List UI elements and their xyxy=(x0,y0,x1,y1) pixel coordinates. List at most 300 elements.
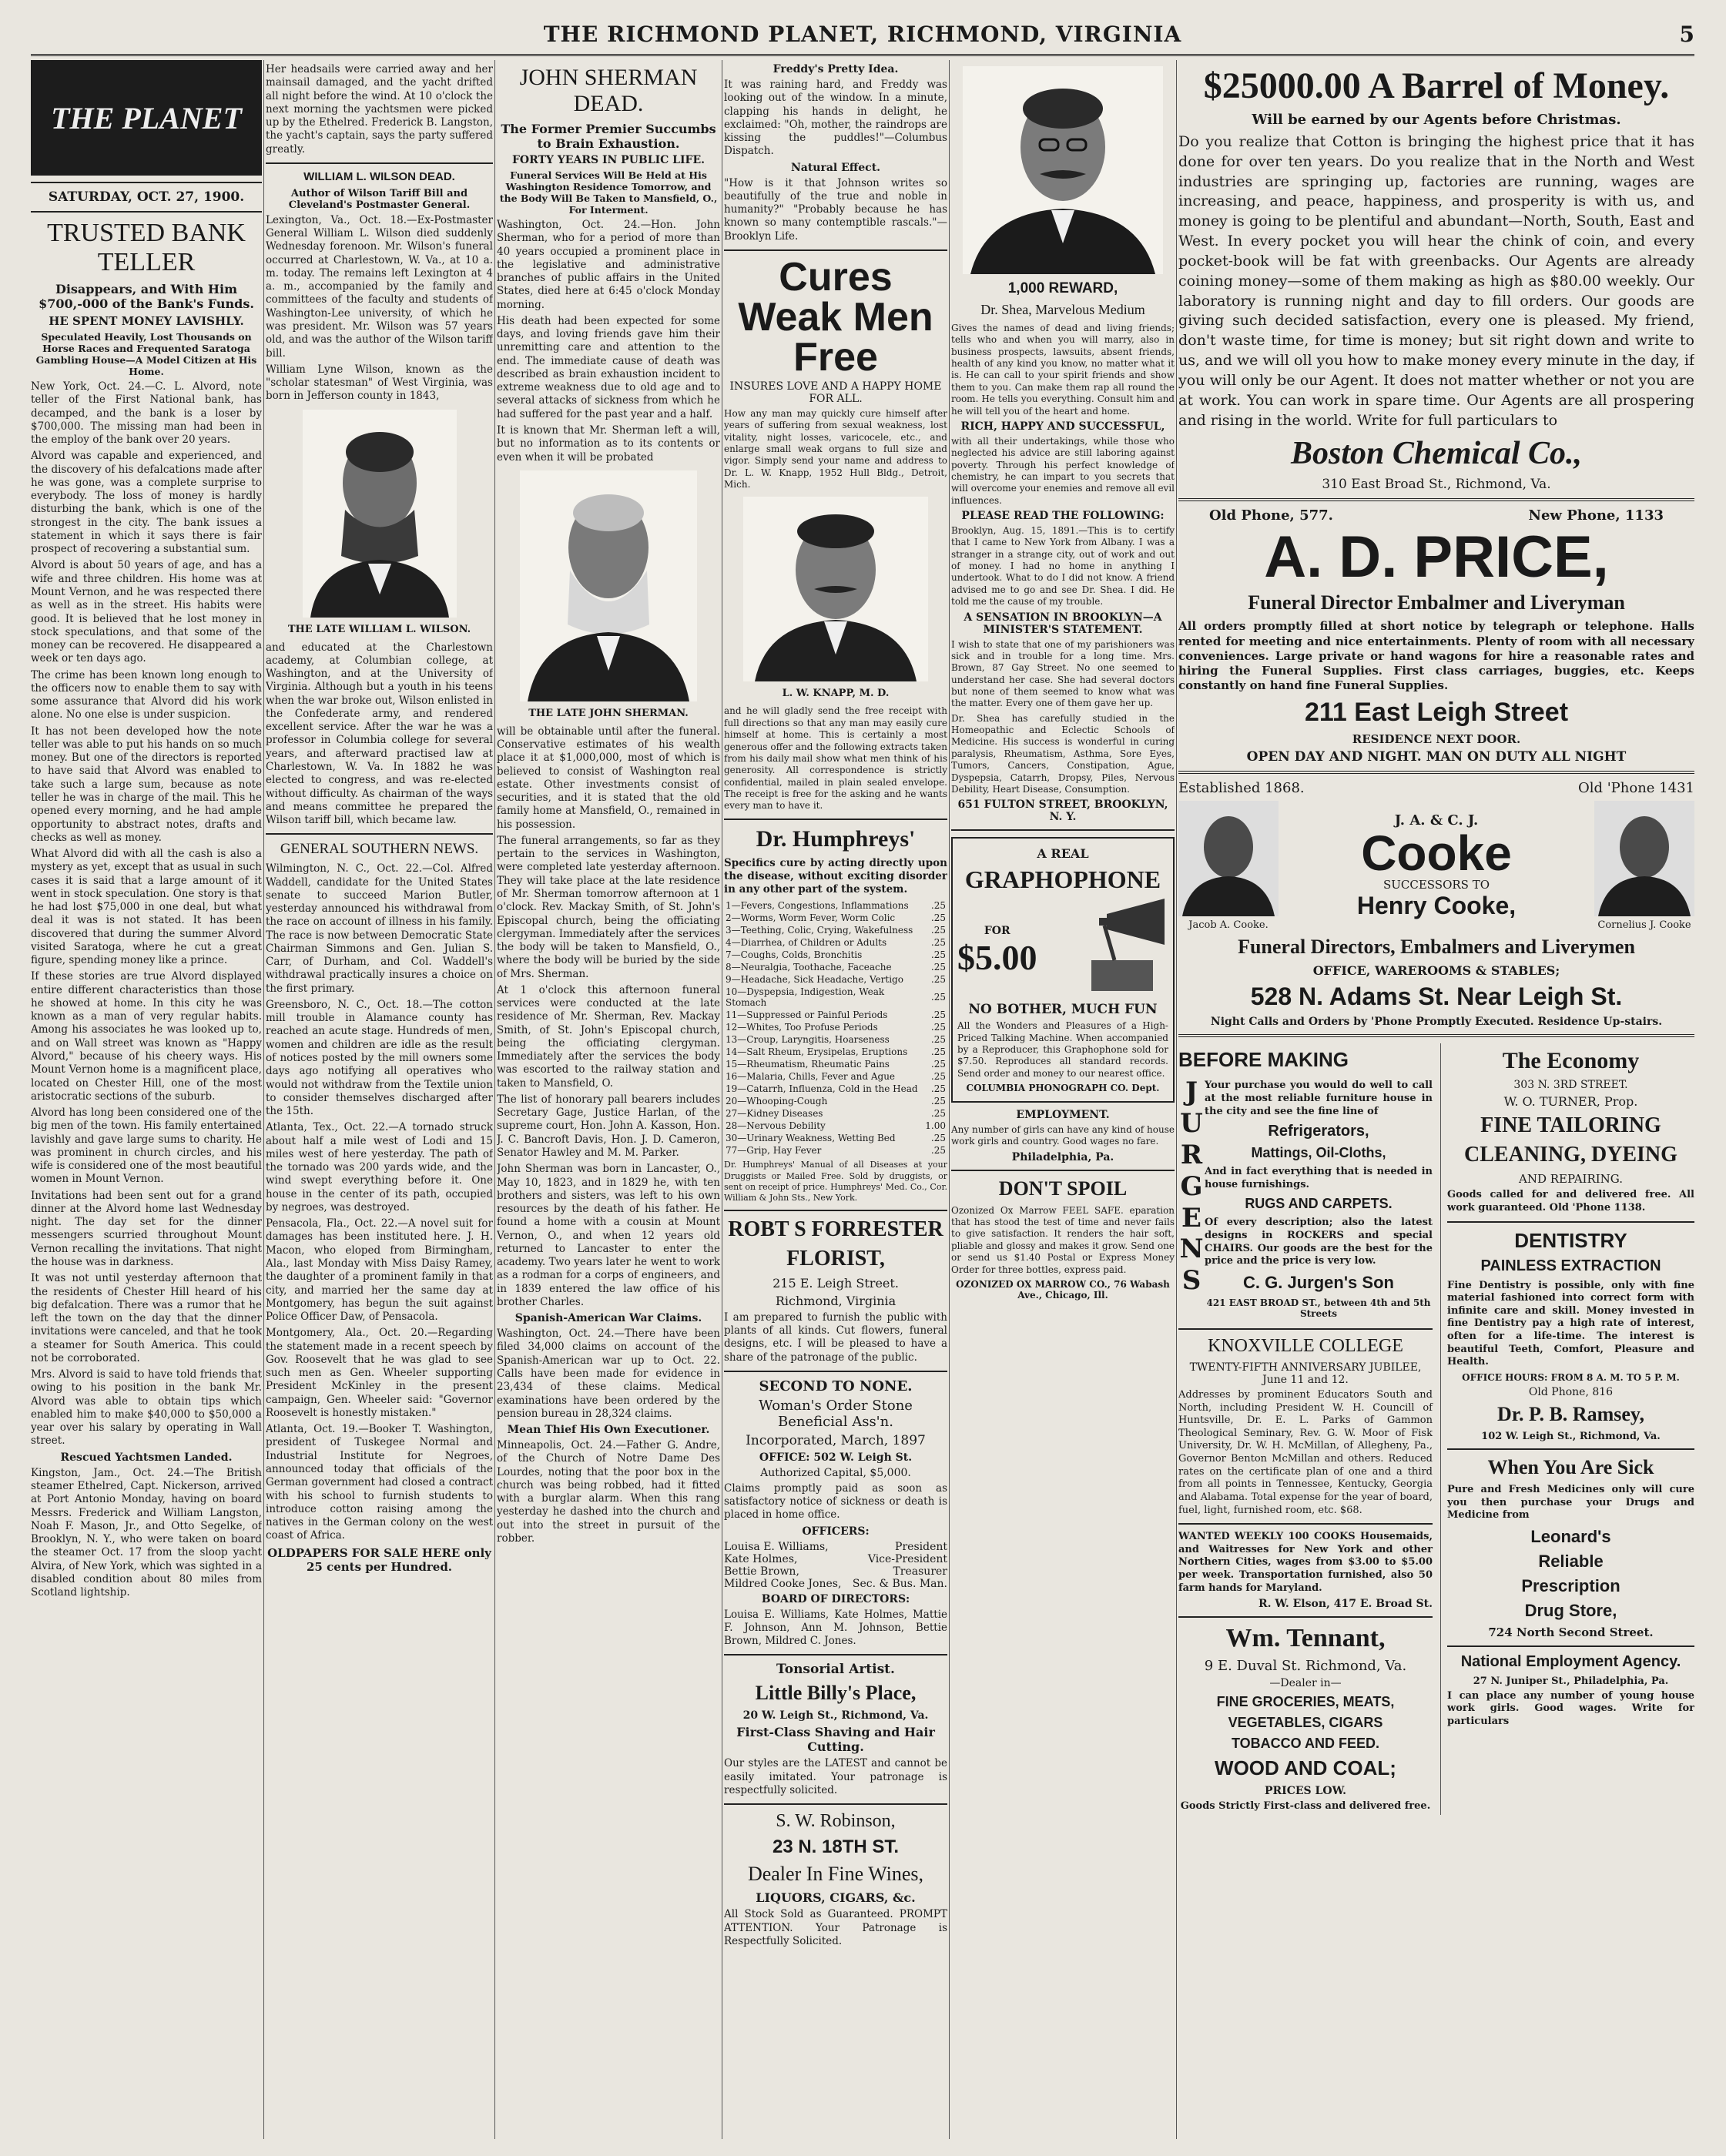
remedy-name: 19—Catarrh, Influenza, Cold in the Head xyxy=(726,1083,918,1095)
remedy-price: .25 xyxy=(930,992,946,1003)
established: Established 1868. xyxy=(1178,780,1305,797)
article-paragraph: Alvord has long been considered one of the big men of the town. His family entertained lavishly and gave large sums to charity. He was prominent in church circles, and his wife is considered one of the most beautiful women in Mount Vernon. xyxy=(31,1106,262,1186)
ad-text: All the Wonders and Pleasures of a High-Priced Talking Machine. When accompanied by a Reproducer, this Graphophone sold for $7.50. Reproduces all standard records. Send order and money to our nearest office. xyxy=(957,1020,1168,1079)
article-paragraph: It has not been developed how the note teller was able to put his hands on so much money. But one of the directors is reported to have said that Alvord was enabled to take such a large sum, because as note teller he was in charge of the mail. This he opened every morning, and he had ample opportunity to abstract notes, drafts and checks as well as money. xyxy=(31,725,262,844)
divider xyxy=(1178,1523,1433,1525)
remedy-row xyxy=(724,949,947,961)
remedy-name: 13—Croup, Laryngitis, Hoarseness xyxy=(726,1034,890,1046)
remedy-name: 2—Worms, Worm Fever, Worm Colic xyxy=(726,912,896,924)
headline: GENERAL SOUTHERN NEWS. xyxy=(280,841,479,858)
remedy-name: 3—Teething, Colic, Crying, Wakefulness xyxy=(726,925,913,936)
remedy-row xyxy=(724,961,947,973)
remedy-price: .25 xyxy=(930,949,946,961)
article-paragraph: It was not until yesterday afternoon that the residents of Chester Hill heard of his big defalcation. There was a rumor that he left the town on the day that the dinner invitations were canceled, and that he took a steamer for South America. This could not be corroborated. xyxy=(31,1272,262,1364)
graphophone-company: COLUMBIA PHONOGRAPH CO. Dept. xyxy=(966,1083,1160,1094)
billy-headline: Little Billy's Place, xyxy=(755,1682,917,1705)
ad-text: Ozonized Ox Marrow FEEL SAFE. eparation that has stood the test of time and never fails to give satisfaction. It renders the hair soft, pliable and glossy and makes it grow. Send one or send us $1.40 Postal or Express Money Order for three bottles, express paid. xyxy=(951,1204,1175,1275)
remedy-name: 10—Dyspepsia, Indigestion, Weak Stomach xyxy=(726,986,885,1009)
remedy-price: .25 xyxy=(930,925,946,936)
remedy-price: .25 xyxy=(930,1108,946,1120)
jurgens-name: C. G. Jurgen's Son xyxy=(1243,1272,1394,1292)
article-paragraph: Pensacola, Fla., Oct. 22.—A novel suit for damages has been instituted here. J. H. Macon, who eloped from Birmingham, Ala., last Monday with Miss Daisy Ramey, the daughter of a prominent family in that city, and married her the same day at Montgomery, has begun the suit against Police Officer Daw, of Pensacola. xyxy=(266,1217,493,1324)
divider xyxy=(724,819,947,820)
right-ads xyxy=(1440,1043,1694,1815)
planet-logo xyxy=(31,60,262,176)
remedy-row xyxy=(724,1021,947,1033)
officer-title: Vice-President xyxy=(867,1552,947,1565)
remedy-row xyxy=(724,936,947,949)
remedy-row xyxy=(724,1144,947,1157)
remedy-price: .25 xyxy=(930,1071,946,1083)
ramsey-name: Dr. P. B. Ramsey, xyxy=(1497,1402,1644,1425)
divider xyxy=(951,829,1175,831)
column-rule xyxy=(263,60,264,2139)
article-paragraph: Lexington, Va., Oct. 18.—Ex-Postmaster General William L. Wilson died suddenly Wednesday forenoon. Mr. Wilson's funeral occurred at Charlestown, W. Va., at 10 a. m. today. The remains left Lexington at 4 a. m., accompanied by the family and committees of the faculty and students of Washington-Lee university, of which he was president. Mr. Wilson was 57 years old, and was the author of the Wilson tariff bill. xyxy=(266,213,493,360)
article-paragraph: It is known that Mr. Sherman left a will, but no information as to its contents or even when it will be probated xyxy=(497,424,720,464)
remedy-price: .25 xyxy=(930,974,946,986)
issue-date: SATURDAY, OCT. 27, 1900. xyxy=(48,189,245,205)
section-head: LIQUORS, CIGARS, &c. xyxy=(756,1890,916,1906)
remedy-row xyxy=(724,1033,947,1046)
dealer-in: —Dealer in— xyxy=(1269,1677,1342,1690)
graphophone-icon xyxy=(1084,899,1168,999)
section-head: Rescued Yachtsmen Landed. xyxy=(60,1451,233,1464)
ad-text: Of every description; also the latest designs in ROCKERS and special CHAIRS. Our goods are the best for the price and the price is very low. xyxy=(1205,1217,1433,1267)
divider xyxy=(724,1371,947,1372)
address: 528 N. Adams St. Near Leigh St. xyxy=(1250,983,1623,1011)
subheadline: INSURES LOVE AND A HAPPY HOME FOR ALL. xyxy=(729,380,942,405)
ad-text: with all their undertakings, while those who neglected his advice are still laboring against poverty. Through his perfect knowledge of chemistry, he can impart to you secrets that will overcome your enemies and remove all evil influences. xyxy=(951,435,1175,506)
ad-text: All orders promptly filled at short notice by telegraph or telephone. Halls rented for meeting and nice entertainments. Plenty of room with all necessary conveniences. Large private or hand wagons for hire a reasonable rates and hiring the Funeral Supplies. First class carriages, buggies, etc. Keeps constantly on hand fine Funeral Supplies. xyxy=(1178,619,1694,693)
officer-row xyxy=(724,1553,947,1565)
ad-text: Fine Dentistry is possible, only with fine material fashioned into correct form with infinite care and skill. Money invested in fine Dentistry pay a high rate of interest, often for a life-time. The interest is beautiful Teeth, Comfort, Pleasure and Health. xyxy=(1447,1279,1694,1368)
article-paragraph: Washington, Oct. 24.—Hon. John Sherman, who for a period of more than 40 years occupied a prominent place in the legislative and administrative branches of public affairs in the United States, died here at 6:45 o'clock Monday morning. xyxy=(497,219,720,311)
reward-headline: 1,000 REWARD, xyxy=(1007,280,1118,296)
article-paragraph: The list of honorary pall bearers includes Secretary Gage, Justice Harlan, of the supreme court, Hon. John A. Kasson, Hon. J. C. Bancroft Davis, Hon. J. D. Cameron, Senator Hawley and M. M. Parker. xyxy=(497,1093,720,1160)
section-head: Woman's Order Stone Beneficial Ass'n. xyxy=(759,1397,913,1430)
jacob-cooke-portrait xyxy=(1178,801,1279,916)
remedy-name: 16—Malaria, Chills, Fever and Ague xyxy=(726,1071,896,1083)
section-head: EMPLOYMENT. xyxy=(1016,1109,1110,1122)
article-paragraph: Alvord was capable and experienced, and the discovery of his defalcations made after he was gone, was a complete surprise to everybody. The loss of money is hardly disturbing the bank, which is one of the strongest in the city. The bank issues a statement in which it says there is fair prospect of recovering a substantial sum. xyxy=(31,450,262,556)
groceries: FINE GROCERIES, MEATS, xyxy=(1216,1694,1395,1710)
ad-text: Any number of girls can have any kind of house work girls and country. Good wages no fare. xyxy=(951,1124,1175,1147)
ad-text: I can place any number of young house work girls. Good wages. Write for particulars xyxy=(1447,1689,1694,1728)
remedy-price: .25 xyxy=(930,1034,946,1046)
article-paragraph: Atlanta, Oct. 19.—Booker T. Washington, president of Tuskegee Normal and Industrial Institute for Negroes, announced today that officials of the German government had closed a contract with his school to furnish students to introduce cotton raising among the natives in the German colony on the west coast of Africa. xyxy=(266,1423,493,1542)
divider xyxy=(1447,1221,1694,1223)
proprietor: W. O. TURNER, Prop. xyxy=(1503,1094,1638,1110)
graphophone-real: A REAL xyxy=(1037,846,1089,862)
column-6 xyxy=(1178,60,1694,2139)
divider xyxy=(1178,1328,1433,1330)
incorporated-date: Incorporated, March, 1897 xyxy=(746,1432,926,1448)
wood-coal: WOOD AND COAL; xyxy=(1215,1756,1396,1780)
office-address: OFFICE: 502 W. Leigh St. xyxy=(759,1451,913,1464)
sherman-portrait xyxy=(520,470,697,701)
knoxville-headline: KNOXVILLE COLLEGE xyxy=(1208,1335,1403,1356)
jurgens-side-text: JURGENS xyxy=(1179,1076,1204,1297)
section-head: Mean Thief His Own Executioner. xyxy=(507,1424,710,1437)
article-paragraph: The funeral arrangements, so far as they pertain to the services in Washington, were completed late yesterday afternoon. They will take place at the late residence of Mr. Sherman tomorrow afternoon at 1 o'clock. Rev. Mackay Smith, of St. John's Episcopal church, being the officiating clergyman. Immediately after the services the body will be taken to Mansfield, O., where the body will be buried by the side of Mrs. Sherman. xyxy=(497,834,720,980)
column-rule xyxy=(494,60,495,2139)
ad-text: Gives the names of dead and living friends; tells who and when you will marry, also in business prospects, lawsuits, absent friends, health of any kind you know, no matter what it is. He can call to your spirit friends and show them to you. Can make them rap all round the room. He tells you everything. Consult him and he will tell you of the heart and home. xyxy=(951,323,1175,417)
subheadline: Speculated Heavily, Lost Thousands on Horse Races and Frequented Saratoga Gambling House—A Model Citizen at His Home. xyxy=(35,331,257,377)
ad-text: Our styles are the LATEST and cannot be easily imitated. Your patronage is respectfully solicited. xyxy=(724,1757,947,1796)
cooke-initials: J. A. & C. J. xyxy=(1394,812,1479,829)
remedy-row xyxy=(724,924,947,936)
subheadline: FORTY YEARS IN PUBLIC LIFE. xyxy=(511,154,705,166)
divider xyxy=(1178,1034,1694,1037)
henry-cooke: Henry Cooke, xyxy=(1356,891,1517,919)
article-paragraph: Alvord is about 50 years of age, and has a wife and three children. His home was at Mount Vernon, and he was respected there as well as in the street. His habits were good. It is believed that he lost money in stock speculations, and that some of the money can be recovered. He disappeared a week or ten days ago. xyxy=(31,559,262,665)
divider xyxy=(724,1210,947,1211)
rugs-carpets: RUGS AND CARPETS. xyxy=(1245,1196,1393,1212)
price-subheadline: Funeral Director Embalmer and Liveryman xyxy=(1248,591,1625,614)
portrait-caption: L. W. KNAPP, M. D. xyxy=(782,688,890,700)
divider xyxy=(724,1654,947,1656)
remedy-name: 14—Salt Rheum, Erysipelas, Eruptions xyxy=(726,1046,908,1058)
tailoring: FINE TAILORING xyxy=(1480,1113,1661,1138)
graphophone-price: $5.00 xyxy=(957,938,1037,978)
drugstore: Drug Store, xyxy=(1524,1600,1617,1620)
officer-title: President xyxy=(895,1540,947,1553)
open-hours: OPEN DAY AND NIGHT. MAN ON DUTY ALL NIGHT xyxy=(1246,749,1627,765)
remedy-price: .25 xyxy=(930,1083,946,1095)
article-paragraph: The crime has been known long enough to the officers now to enable them to say with some assurance that Alvord did his work alone. No one else is under suspicion. xyxy=(31,668,262,721)
section-head: Freddy's Pretty Idea. xyxy=(773,63,899,75)
remedy-price: .25 xyxy=(930,962,946,973)
column-rule xyxy=(1176,60,1177,2139)
ad-text: I wish to state that one of my parishioners was sick and in trouble for a long time. Mrs. Brown, 87 Gay Street. No one seemed to understand her case. She had several doctors but none of them seemed to know what was the matter. Every one of them gave her up. xyxy=(951,638,1175,709)
vegetables: VEGETABLES, CIGARS xyxy=(1228,1715,1383,1731)
column-1 xyxy=(31,60,262,2139)
address: 23 N. 18TH ST. xyxy=(772,1836,900,1858)
remedy-name: 1—Fevers, Congestions, Inflammations xyxy=(726,900,909,912)
ad-text: Pure and Fresh Medicines only will cure you then purchase your Drugs and Medicine from xyxy=(1447,1483,1694,1522)
remedy-price: .25 xyxy=(930,1059,946,1070)
sick-headline: When You Are Sick xyxy=(1487,1455,1654,1478)
ad-text: All Stock Sold as Guaranteed. PROMPT ATTENTION. Your Patronage is Respectfully Solicited. xyxy=(724,1908,947,1947)
ad-text: I am prepared to furnish the public with plants of all kinds. Cut flowers, funeral designs, etc. I will be pleased to have a share of the patronage of the public. xyxy=(724,1311,947,1364)
ad-text: WANTED WEEKLY 100 COOKS Housemaids, and Waitresses for New York and other Northern Cities, wages from $3.00 to $5.00 per week. Transportation furnished, also 50 farm hands for Maryland. xyxy=(1178,1531,1433,1594)
remedy-table xyxy=(724,899,947,1157)
shea-headline: Dr. Shea, Marvelous Medium xyxy=(980,302,1145,317)
cures-headline: Cures xyxy=(779,254,893,300)
ad-text: Specifics cure by acting directly upon the disease, without exciting disorder in any other part of the system. xyxy=(724,856,947,896)
remedy-price: .25 xyxy=(930,1145,946,1157)
ad-text: Brooklyn, Aug. 15, 1891.—This is to certify that I came to New York from Albany. I was a stranger in a strange city, out of work and out of money. I had no home in anything I undertook. What to do I did not know. A friend advised me to go and see Dr. Shea. I did. He told me the cause of my trouble. xyxy=(951,525,1175,608)
newspaper-title: THE RICHMOND PLANET, RICHMOND, VIRGINIA xyxy=(543,22,1182,47)
divider xyxy=(724,1803,947,1805)
remedy-name: 12—Whites, Too Profuse Periods xyxy=(726,1022,878,1033)
money-subheadline: Will be earned by our Agents before Christmas. xyxy=(1252,112,1621,128)
ad-text: Louisa E. Williams, Kate Holmes, Mattie F. Johnson, Ann M. Johnson, Bettie Brown, Mildred C. Jones. xyxy=(724,1608,947,1648)
money-headline: $25000.00 A Barrel of Money. xyxy=(1203,65,1670,106)
boston-chemical-name: Boston Chemical Co., xyxy=(1290,436,1583,472)
remedy-name: 4—Diarrhea, of Children or Adults xyxy=(726,937,887,949)
divider xyxy=(724,249,947,251)
divider xyxy=(266,162,493,164)
headline: JOHN SHERMAN DEAD. xyxy=(519,65,698,116)
residence-note: RESIDENCE NEXT DOOR. xyxy=(1352,732,1521,747)
headline: WILLIAM L. WILSON DEAD. xyxy=(303,169,455,183)
remedy-price: .25 xyxy=(930,1009,946,1021)
address: 27 N. Juniper St., Philadelphia, Pa. xyxy=(1473,1675,1669,1687)
ad-text: And in fact everything that is needed in house furnishings. xyxy=(1205,1166,1433,1190)
officer-name: Bettie Brown, xyxy=(724,1565,799,1578)
tobacco: TOBACCO AND FEED. xyxy=(1231,1736,1379,1752)
ad-text: Goods called for and delivered free. All work guaranteed. Old 'Phone 1138. xyxy=(1447,1189,1694,1214)
officer-name: Mildred Cooke Jones, xyxy=(724,1577,842,1590)
article-paragraph: Montgomery, Ala., Oct. 20.—Regarding the statement made in a recent speech by Gov. Roosevelt that he was glad to see such men as Gen. Wheeler supporting President McKinley in the present campaign, Gen. Wheeler said: "Governor Roosevelt is honestly mistaken." xyxy=(266,1327,493,1419)
article-paragraph: John Sherman was born in Lancaster, O., May 10, 1823, and in 1829 he, with ten brothers and sisters, was left to his own resources by the death of his father. He found a home with a cousin at Mount Vernon, O., and when 12 years old returned to Lancaster to enter the academy. Two years later he went to work as a rodman for a corps of engineers, and in 1839 entered the law office of his brother Charles. xyxy=(497,1163,720,1308)
address: 310 East Broad St., Richmond, Va. xyxy=(1322,477,1551,493)
column-rule xyxy=(949,60,950,2139)
wines-headline: Dealer In Fine Wines, xyxy=(747,1863,924,1886)
remedy-name: 7—Coughs, Colds, Bronchitis xyxy=(726,949,863,961)
remedy-price: .25 xyxy=(930,1046,946,1058)
remedy-row xyxy=(724,1046,947,1058)
article-paragraph: Atlanta, Tex., Oct. 22.—A tornado struck about half a mile west of Lodi and 15 miles west of here yesterday. The path of the tornado was 200 yards wide, and the wind swept everything before it. One house in the center of its path, occupied by negroes, was destroyed. xyxy=(266,1121,493,1214)
office-hours: OFFICE HOURS: FROM 8 A. M. TO 5 P. M. xyxy=(1462,1371,1680,1383)
address: 303 N. 3RD STREET. xyxy=(1513,1079,1628,1092)
remedy-name: 77—Grip, Hay Fever xyxy=(726,1145,822,1157)
remedy-price: .25 xyxy=(930,1096,946,1107)
subheadline: The Former Premier Succumbs to Brain Exhaustion. xyxy=(501,122,716,151)
portrait-caption: Cornelius J. Cooke xyxy=(1597,919,1691,932)
article-paragraph: Greensboro, N. C., Oct. 18.—The cotton mill trouble in Alamance county has reached an acute stage. Hundreds of men, women and children are idle as the result of notices posted by the mill owners some days ago notifying all operatives who would not withdraw from the Textile union to consider themselves discharged after the 15th. xyxy=(266,998,493,1118)
article-paragraph: and educated at the Charlestown academy, at Columbian college, at Washington, and at the University of Virginia. Although but a youth in his teens when the war broke out, Wilson enlisted in the Confederate army, and rendered excellent service. After the war he was a professor in Columbia college for several years, and afterward practised law at Charlestown, W. Va. In 1882 he was elected to congress, and was re-elected without difficulty. As chairman of the ways and means committee he prepared the Wilson tariff bill, which became law. xyxy=(266,641,493,827)
painless: PAINLESS EXTRACTION xyxy=(1480,1257,1661,1274)
ad-text: Claims promptly paid as soon as satisfactory notice of sickness or death is placed in home office. xyxy=(724,1481,947,1522)
article-paragraph: If these stories are true Alvord displayed entire different characteristics than those he showed at home. In this city he was known as a man of very regular habits. Among his associates he was looked up to, and on Wall street was known as "Happy Alvord," because of his cheery ways. His Mount Vernon home is a magnificent place, located on Chester Hill, one of the most aristocratic sections of the suburb. xyxy=(31,970,262,1103)
address: 9 E. Duval St. Richmond, Va. xyxy=(1204,1658,1407,1675)
ad-text: Addresses by prominent Educators South and North, including President W. H. Councill of Huntsville, Dr. E. L. Parks of Gammon Theological Seminary, Rev. G. W. Moor of Fisk University, Dr. W. H. McMillan, of Allegheny, Pa., Governor Benton McMillan and others. Reduced rates on the certificate plan of one and a third from all points in Tennessee, Kentucky, Georgia and Alabama. Total expense for the year of board, fuel, light, furnished room, etc. $68. xyxy=(1178,1388,1433,1516)
article-paragraph: His death had been expected for some days, and loving friends gave him their unremitting care and attention to the end. The immediate cause of death was described as brain exhaustion incident to extreme weakness due to old age and to several attacks of sickness from which he had suffered for the past year and a half. xyxy=(497,314,720,420)
price-name: A. D. PRICE, xyxy=(1264,524,1609,591)
page-number: 5 xyxy=(1679,22,1694,47)
graphophone-for: FOR xyxy=(984,925,1010,938)
remedy-name: 8—Neuralgia, Toothache, Faceache xyxy=(726,962,892,973)
divider xyxy=(31,182,262,183)
phone-old: Old Phone, 816 xyxy=(1528,1385,1614,1398)
article-paragraph: Wilmington, N. C., Oct. 22.—Col. Alfred Waddell, candidate for the United States senate to succeed Marion Butler, yesterday announced his withdrawal from the race on account of illness in his family. The race is now between Democratic State Chairman Simmons and Gen. Julian S. Carr, of Durham, and Col. Waddell's withdrawal practically insures a choice on the first primary. xyxy=(266,862,493,995)
remedy-row xyxy=(724,1058,947,1070)
column-3 xyxy=(497,60,720,2139)
repairing: AND REPAIRING. xyxy=(1518,1172,1624,1187)
before-making: BEFORE MAKING xyxy=(1178,1048,1349,1072)
humphreys-headline: Dr. Humphreys' xyxy=(756,825,916,852)
section-head: RICH, HAPPY AND SUCCESSFUL, xyxy=(960,420,1165,433)
cures-headline: Weak Men xyxy=(738,294,933,340)
divider xyxy=(1178,1616,1433,1618)
officer-name: Kate Holmes, xyxy=(724,1552,798,1565)
ad-text: Your purchase you would do well to call at the most reliable furniture house in the city and see the fine line of xyxy=(1205,1080,1433,1117)
phone-new: New Phone, 1133 xyxy=(1528,507,1664,524)
capital: Authorized Capital, $5,000. xyxy=(760,1466,911,1479)
article-paragraph: will be obtainable until after the funeral. Conservative estimates of his wealth place it at $1,000,000, most of which is believed to consist of Washington real estate. Other investments consist of securities, and it is stated that the old family home at Mansfield, O., remained in his possession. xyxy=(497,725,720,831)
address: 215 E. Leigh Street. xyxy=(773,1275,899,1291)
shea-portrait xyxy=(963,66,1163,274)
headline: TRUSTED BANK TELLER xyxy=(47,219,246,276)
forrester-sub: FLORIST, xyxy=(786,1246,885,1270)
jurgens-ad xyxy=(1178,1043,1433,1815)
address: Philadelphia, Pa. xyxy=(1011,1150,1114,1163)
remedy-row xyxy=(724,1009,947,1021)
ad-text: Dr. Shea has carefully studied in the Homeopathic and Eclectic Schools of Medicine. His success is wonderful in curing paralysis, Rheumatism, Asthma, Sore Eyes, Tumors, Cancers, Constipation, Ague, Dyspepsia, Catarrh, Dropsy, Piles, Nervous Debility, Heart Disease, Consumption. xyxy=(951,712,1175,795)
remedy-price: .25 xyxy=(930,900,946,912)
address: 651 FULTON STREET, BROOKLYN, N. Y. xyxy=(957,798,1168,824)
remedy-name: 27—Kidney Diseases xyxy=(726,1108,823,1120)
signature: R. W. Elson, 417 E. Broad St. xyxy=(1258,1598,1433,1611)
article-paragraph: Mrs. Alvord is said to have told friends that owing to his position in the bank Mr. Alvord was able to obtain tips which enabled him to make $40,000 to $50,000 a year over his salary by operating in Wall street. xyxy=(31,1368,262,1448)
officers-list xyxy=(724,1541,947,1590)
officer-row xyxy=(724,1541,947,1553)
cornelius-cooke-portrait xyxy=(1594,801,1694,916)
graphophone-bother: NO BOTHER, MUCH FUN xyxy=(968,1002,1158,1018)
article-paragraph: "How is it that Johnson writes so beautifully of the true and noble in humanity?" "Probably because he has known so many contemptible rascals."—Brooklyn Life. xyxy=(724,176,947,243)
address: 724 North Second Street. xyxy=(1488,1625,1654,1639)
night-calls: Night Calls and Orders by 'Phone Promptly Executed. Residence Up-stairs. xyxy=(1210,1016,1663,1029)
article-paragraph: Minneapolis, Oct. 24.—Father G. Andre, of the Church of Notre Dame Des Lourdes, noting that the poor box in the church was being robbed, had it fitted with a burglar alarm. When this rang yesterday he dashed into the church and out into the street in pursuit of the robber. xyxy=(497,1439,720,1545)
divider xyxy=(951,1170,1175,1171)
remedy-price: .25 xyxy=(930,1022,946,1033)
remedy-price: .25 xyxy=(930,937,946,949)
tennant-name: Wm. Tennant, xyxy=(1225,1624,1386,1653)
section-head: First-Class Shaving and Hair Cutting. xyxy=(736,1725,935,1755)
planet-logo-text: THE PLANET xyxy=(51,100,242,136)
remedy-row xyxy=(724,1070,947,1083)
dont-spoil-headline: DON'T SPOIL xyxy=(998,1177,1128,1200)
phone-old: Old 'Phone 1431 xyxy=(1577,780,1694,797)
remedy-row xyxy=(724,1132,947,1144)
officer-title: Treasurer xyxy=(893,1565,947,1578)
officer-name: Louisa E. Williams, xyxy=(724,1540,829,1553)
remedy-name: 15—Rheumatism, Rheumatic Pains xyxy=(726,1059,890,1070)
ad-text: How any man may quickly cure himself after years of suffering from sexual weakness, lost vitality, night losses, varicocele, etc., and enlarge small weak organs to full size and vigor. Simply send your name and address to Dr. L. W. Knapp, 1952 Hull Bldg., Detroit, Mich. xyxy=(724,407,947,490)
phone-old: Old Phone, 577. xyxy=(1209,507,1333,524)
forrester-headline: ROBT S FORRESTER xyxy=(728,1217,943,1241)
address: OZONIZED OX MARROW CO., 76 Wabash Ave., Chicago, Ill. xyxy=(956,1278,1170,1301)
remedy-price: .25 xyxy=(930,1133,946,1144)
subheadline: Disappears, and With Him $700,-000 of the Bank's Funds. xyxy=(39,282,254,311)
article-paragraph: Kingston, Jam., Oct. 24.—The British steamer Ethelred, Capt. Nickerson, arrived at Port Antonio Monday, having on board Messrs. Frederick and William Langston, Noah F. Mason, Jr., and Otto Segelke, of Brooklyn, N. Y., who were taken on board the steamer Oct. 17 from the sloop yacht Alvira, of New York, which was sighted in a disabled condition about 80 miles from Scotland lightship. xyxy=(31,1466,262,1599)
portrait-caption: Jacob A. Cooke. xyxy=(1188,919,1269,932)
reliable: Reliable xyxy=(1538,1551,1604,1571)
article-paragraph: What Alvord did with all the cash is also a mystery as yet, except that as usual in such cases it is said that a large amount of it went in stock speculation. One story is that he had lost $75,000 in one deal, but what deal it was is not stated. It has been discovered that during the summer Alvord visited Saratoga, where he cut a great figure, spending money like a prince. xyxy=(31,848,262,967)
section-head: BOARD OF DIRECTORS: xyxy=(761,1592,910,1605)
leonard: Leonard's xyxy=(1530,1526,1611,1546)
divider xyxy=(1447,1448,1694,1450)
ad-text: Goods Strictly First-class and delivered free. xyxy=(1180,1800,1431,1813)
section-head: PLEASE READ THE FOLLOWING: xyxy=(961,510,1165,523)
article-paragraph: Invitations had been sent out for a grand dinner at the Alvord home last Wednesday night. The day set for the dinner messengers scurried throughout Mount Vernon recalling the invitations. That night the house was in darkness. xyxy=(31,1189,262,1268)
remedy-name: 28—Nervous Debility xyxy=(726,1120,826,1132)
remedy-price: 1.00 xyxy=(925,1120,946,1132)
section-head: Natural Effect. xyxy=(790,161,881,174)
officer-title: Sec. & Bus. Man. xyxy=(852,1577,947,1590)
cooke-name: Cooke xyxy=(1361,825,1512,881)
address: 421 EAST BROAD ST., between 4th and 5th Streets xyxy=(1206,1297,1431,1319)
divider xyxy=(266,833,493,835)
address: 102 W. Leigh St., Richmond, Va. xyxy=(1481,1430,1661,1442)
officer-row xyxy=(724,1565,947,1578)
cooke-funeral: Funeral Directors, Embalmers and Liverymen xyxy=(1238,936,1635,959)
knoxville-sub: TWENTY-FIFTH ANNIVERSARY JUBILEE, June 11 and 12. xyxy=(1189,1361,1422,1386)
divider xyxy=(1447,1645,1694,1647)
wilson-portrait xyxy=(303,410,457,618)
national-headline: National Employment Agency. xyxy=(1460,1652,1681,1670)
refrigerators: Refrigerators, xyxy=(1268,1123,1369,1140)
remedy-row xyxy=(724,1095,947,1107)
cleaning: CLEANING, DYEING xyxy=(1464,1143,1677,1167)
remedy-name: 20—Whooping-Cough xyxy=(726,1096,828,1107)
remedy-row xyxy=(724,912,947,924)
section-head: Tonsorial Artist. xyxy=(776,1662,895,1678)
successors-to: SUCCESSORS TO xyxy=(1382,877,1490,892)
article-paragraph: At 1 o'clock this afternoon funeral services were conducted at the late residence of Mr. Sherman, Rev. Mackay Smith, of St. John's Episcopal church, being the officiating clergyman. Immediately after the services the body was escorted to the railway station and taken to Mansfield, O. xyxy=(497,983,720,1090)
money-text: Do you realize that Cotton is bringing the highest price that it has done for over ten years. Do you realize that in the North and West industries are springing up, factories are running, wages are increasing, and peace, happiness, and prosperity is with us, and money is going to be plentiful and abundant—North, South, East and West. In every pocket you will hear the chink of coin, and every pocket-book will be fat with greenbacks. Our Agents are already coining money—some of them making as high as $80.00 weekly. Our laboratory is running night and day to fill orders. Our goods are giving such decided satisfaction, every one is pleased. My friend, don't waste time, for time is money; but sit right down and write to us, and we will oll you how to make money every minute in the day, if you will only be our Agent. It does not matter whether or not you are at work. You can work in spare time. Our Agents are all prospering and rising in the world. Write for full particulars to xyxy=(1178,133,1694,429)
divider xyxy=(1178,498,1694,501)
portrait-caption: THE LATE WILLIAM L. WILSON. xyxy=(287,623,471,635)
divider xyxy=(1178,771,1694,774)
column-4 xyxy=(724,60,947,2139)
article-paragraph: Her headsails were carried away and her mainsail damaged, and the yacht drifted all night before the wind. At 10 o'clock the next morning the yachtsmen were picked up by the Ethelred. Frederick B. Langston, the yacht's captain, says the party suffered greatly. xyxy=(266,63,493,156)
subheadline: HE SPENT MONEY LAVISHLY. xyxy=(49,314,244,328)
robinson-name: S. W. Robinson, xyxy=(776,1811,896,1832)
knapp-portrait xyxy=(743,497,928,681)
remedy-name: 30—Urinary Weakness, Wetting Bed xyxy=(726,1133,896,1144)
column-2 xyxy=(266,60,493,2139)
officer-row xyxy=(724,1578,947,1590)
mattings: Mattings, Oil-Cloths, xyxy=(1251,1145,1386,1161)
address: 20 W. Leigh St., Richmond, Va. xyxy=(742,1709,929,1722)
economy-headline: The Economy xyxy=(1502,1048,1640,1074)
address: 211 East Leigh Street xyxy=(1304,698,1569,728)
article-paragraph: New York, Oct. 24.—C. L. Alvord, note teller of the First National bank, has decamped, and the bank is a loser by $700,000. The missing man had been in the employ of the bank over 20 years. xyxy=(31,380,262,447)
city: Richmond, Virginia xyxy=(775,1293,897,1308)
remedy-price: .25 xyxy=(930,912,946,924)
remedy-row xyxy=(724,1107,947,1120)
remedy-row xyxy=(724,1120,947,1132)
section-head: Spanish-American War Claims. xyxy=(514,1312,702,1325)
article-paragraph: Washington, Oct. 24.—There have been filed 34,000 claims on account of the Spanish-American war up to Oct. 22. Calls have been made for evidence in 23,434 of these claims. Medical examinations have been ordered by the pension bureau in 28,324 claims. xyxy=(497,1327,720,1420)
remedy-row xyxy=(724,899,947,912)
cooke-office: OFFICE, WAREROOMS & STABLES; xyxy=(1312,963,1560,979)
dentistry-headline: DENTISTRY xyxy=(1514,1228,1627,1252)
subheadline: Author of Wilson Tariff Bill and Cleveland's Postmaster General. xyxy=(288,187,471,211)
divider xyxy=(31,211,262,213)
masthead xyxy=(31,15,1694,56)
remedy-row xyxy=(724,973,947,986)
article-paragraph: It was raining hard, and Freddy was looking out of the window. In a minute, clapping his hands in delight, he exclaimed: "Oh, mother, the raindrops are kissing the puddles!"—Columbus Dispatch. xyxy=(724,79,947,158)
remedy-name: 11—Suppressed or Painful Periods xyxy=(726,1009,888,1021)
section-head: SECOND TO NONE. xyxy=(759,1378,913,1394)
remedy-name: 9—Headache, Sick Headache, Vertigo xyxy=(726,974,903,986)
remedy-row xyxy=(724,1083,947,1095)
remedy-row xyxy=(724,986,947,1009)
graphophone-ad xyxy=(951,837,1175,1103)
article-paragraph: William Lyne Wilson, known as the "scholar statesman" of West Virginia, was born in Jefferson county in 1843, xyxy=(266,363,493,403)
column-5 xyxy=(951,60,1175,2139)
prices-low: PRICES LOW. xyxy=(1265,1785,1346,1798)
subheadline: Funeral Services Will Be Held at His Washington Residence Tomorrow, and the Body Will Be Taken to Mansfield, O., For Interment. xyxy=(499,169,718,216)
graphophone-headline: GRAPHOPHONE xyxy=(964,865,1161,894)
section-head: OFFICERS: xyxy=(802,1525,870,1538)
oldpapers-notice: OLDPAPERS FOR SALE HERE only 25 cents per Hundred. xyxy=(267,1545,491,1574)
prescription: Prescription xyxy=(1521,1575,1620,1595)
